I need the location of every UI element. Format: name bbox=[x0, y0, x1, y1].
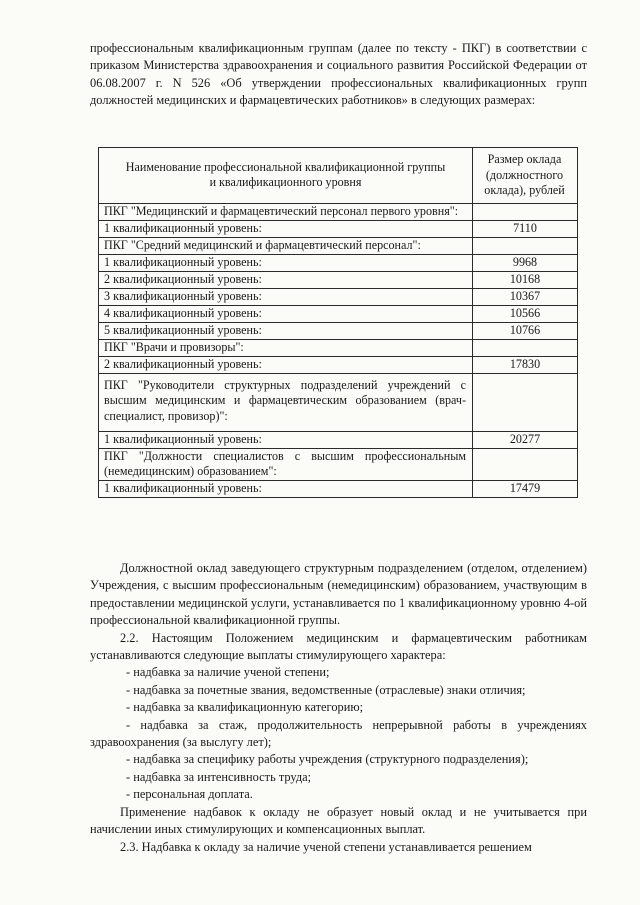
intro-text: профессиональным квалификационным группам (далее по тексту - ПКГ) в соответствии с приказом Министерства здравоохранения и социального развития Российской Федерации от 06.08.2007 г. N 526 «Об утверждении профессиональных квалификационных групп должностей медицинских и фармацевтических работников» в следующих размерах: bbox=[90, 41, 587, 108]
list-item: - персональная доплата. bbox=[126, 787, 253, 802]
row-value: 9968 bbox=[473, 254, 578, 271]
table-row bbox=[99, 322, 578, 339]
table-row bbox=[99, 237, 578, 254]
table-row bbox=[99, 254, 578, 271]
paragraph-section-2-2: 2.2. Настоящим Положением медицинским и фармацевтическим работникам устанавливаются следующие выплаты стимулирующего характера: bbox=[90, 630, 587, 663]
row-name: 2 квалификационный уровень: bbox=[99, 356, 473, 373]
body-text bbox=[90, 560, 587, 856]
row-name: ПКГ "Средний медицинский и фармацевтический персонал": bbox=[99, 237, 473, 254]
header-value-cell: Размер оклада (должностного оклада), рублей bbox=[473, 148, 578, 204]
table-row bbox=[99, 373, 578, 431]
table-row bbox=[99, 356, 578, 373]
row-value bbox=[473, 448, 578, 480]
row-value bbox=[473, 203, 578, 220]
list-item: - надбавка за почетные звания, ведомственные (отраслевые) знаки отличия; bbox=[126, 682, 526, 697]
table-row bbox=[99, 305, 578, 322]
row-name: ПКГ "Врачи и провизоры": bbox=[99, 339, 473, 356]
row-name: 5 квалификационный уровень: bbox=[99, 322, 473, 339]
table-row bbox=[99, 288, 578, 305]
row-value bbox=[473, 373, 578, 431]
row-value: 7110 bbox=[473, 220, 578, 237]
intro-paragraph bbox=[90, 40, 587, 110]
table-row bbox=[99, 220, 578, 237]
table-row bbox=[99, 203, 578, 220]
row-name: 1 квалификационный уровень: bbox=[99, 480, 473, 497]
list-item: - надбавка за наличие ученой степени; bbox=[126, 665, 330, 680]
row-name: 2 квалификационный уровень: bbox=[99, 271, 473, 288]
list-item: - надбавка за интенсивность труда; bbox=[126, 769, 312, 784]
row-value: 17479 bbox=[473, 480, 578, 497]
row-value: 10766 bbox=[473, 322, 578, 339]
header-name-cell: Наименование профессиональной квалификационной группы и квалификационного уровня bbox=[99, 148, 473, 204]
table-row bbox=[99, 480, 578, 497]
list-item: - надбавка за стаж, продолжительность непрерывной работы в учреждениях здравоохранения (за выслугу лет); bbox=[90, 717, 587, 750]
table-header-row bbox=[99, 148, 578, 204]
paragraph-section-2-3: 2.3. Надбавка к окладу за наличие ученой степени устанавливается решением bbox=[120, 839, 532, 854]
row-value: 17830 bbox=[473, 356, 578, 373]
row-name: 1 квалификационный уровень: bbox=[99, 254, 473, 271]
row-value: 10168 bbox=[473, 271, 578, 288]
paragraph-head-salary: Должностной оклад заведующего структурным подразделением (отделом, отделением) Учреждения, с высшим профессиональным (немедицинским) образованием, участвующим в предоставлении медицинской услуги, устанавливается по 1 квалификационному уровню 4-ой профессиональной квалификационной группы. bbox=[90, 561, 587, 628]
row-value: 20277 bbox=[473, 431, 578, 448]
row-name: 1 квалификационный уровень: bbox=[99, 220, 473, 237]
row-value bbox=[473, 237, 578, 254]
row-value: 10367 bbox=[473, 288, 578, 305]
list-item: - надбавка за специфику работы учреждения (структурного подразделения); bbox=[126, 752, 529, 767]
row-name: ПКГ "Руководители структурных подразделений учреждений с высшим медицинским и фармацевтическим образованием (врач-специалист, провизор)": bbox=[99, 373, 473, 431]
row-name: 1 квалификационный уровень: bbox=[99, 431, 473, 448]
table-row bbox=[99, 448, 578, 480]
row-value bbox=[473, 339, 578, 356]
row-name: ПКГ "Должности специалистов с высшим профессиональным (немедицинским) образованием": bbox=[99, 448, 473, 480]
row-name: ПКГ "Медицинский и фармацевтический персонал первого уровня": bbox=[99, 203, 473, 220]
list-item: - надбавка за квалификационную категорию; bbox=[126, 700, 364, 715]
salary-table bbox=[98, 147, 578, 498]
table-row bbox=[99, 339, 578, 356]
paragraph-application: Применение надбавок к окладу не образует новый оклад и не учитывается при начислении иных стимулирующих и компенсационных выплат. bbox=[90, 804, 587, 837]
table-row bbox=[99, 271, 578, 288]
row-value: 10566 bbox=[473, 305, 578, 322]
row-name: 4 квалификационный уровень: bbox=[99, 305, 473, 322]
row-name: 3 квалификационный уровень: bbox=[99, 288, 473, 305]
table-row bbox=[99, 431, 578, 448]
